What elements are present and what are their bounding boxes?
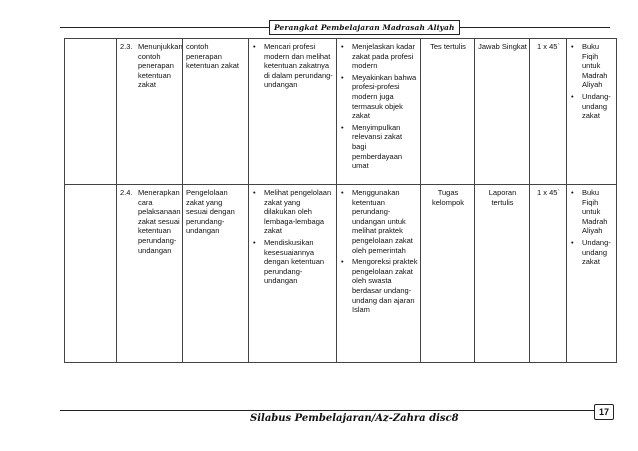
bullet-icon: • (341, 188, 344, 197)
footer-rule (60, 410, 610, 411)
bullet-icon: • (253, 237, 256, 247)
table-row (65, 39, 617, 185)
bullet-icon: • (341, 72, 344, 82)
empty-cell (65, 185, 117, 363)
alokasi-waktu-cell: 1 x 45` (530, 185, 567, 363)
empty-cell (65, 39, 117, 185)
indikator-cell (337, 185, 421, 363)
page-footer-title: Silabus Pembelajaran/Az-Zahra disc8 (250, 413, 459, 424)
kd-text: Menunjukkan contoh penerapan ketentuan zakat (138, 42, 183, 90)
list-item: • Melihat pengelolaan zakat yang dilakukan oleh lembaga-lembaga zakat (253, 188, 332, 236)
jenis-penilaian-cell: Tes tertulis (421, 39, 475, 185)
bullet-icon: • (253, 42, 256, 51)
kd-number: 2.4. (120, 188, 133, 197)
list-item: • Menggunakan ketentuan perundang-undangan untuk melihat praktek pengelolaan zakat oleh pemerintah (341, 188, 413, 255)
bullet-icon: • (341, 257, 344, 267)
list-item: • Undang-undang zakat (571, 237, 611, 267)
list-item: • Menjelaskan kadar zakat pada profesi modern (341, 42, 415, 71)
alokasi-waktu-cell: 1 x 45` (530, 39, 567, 185)
bullet-icon: • (571, 91, 574, 101)
list-item: • Menyimpulkan relevansi zakat bagi pemberdayaan umat (341, 122, 403, 171)
bentuk-instrumen-cell: Laporan tertulis (475, 185, 530, 363)
page-header-title: Perangkat Pembelajaran Madrasah Aliyah (269, 20, 460, 35)
materi-cell: contoh penerapan ketentuan zakat (183, 39, 249, 185)
syllabus-table (64, 38, 617, 363)
materi-cell: Pengelolaan zakat yang sesuai dengan perundang-undangan (183, 185, 249, 363)
kd-text: Menerapkan cara pelaksanaan zakat sesuai ketentuan perundang-undangan (138, 188, 181, 255)
bullet-icon: • (571, 42, 574, 51)
bullet-icon: • (253, 188, 256, 197)
bullet-icon: • (571, 237, 574, 247)
list-item: • Mengoreksi praktek pengelolaan zakat oleh swasta berdasar undang-undang dan ajaran Islam (341, 257, 418, 315)
bentuk-instrumen-cell: Jawab Singkat (475, 39, 530, 185)
list-item: • Mendiskusikan kesesuaiannya dengan ketentuan perundang-undangan (253, 237, 325, 286)
bullet-icon: • (341, 122, 344, 132)
list-item: • Mencari profesi modern dan melihat ketentuan zakatnya di dalam perundang-undangan (253, 42, 333, 90)
list-item: • Buku Fiqih untuk Madrah Aliyah (571, 42, 608, 90)
kompetensi-dasar-cell (117, 185, 183, 363)
kegiatan-cell (249, 39, 337, 185)
list-item: • Buku Fiqih untuk Madrah Aliyah (571, 188, 608, 236)
bullet-icon: • (571, 188, 574, 197)
sumber-belajar-cell (567, 39, 617, 185)
table-row (65, 185, 617, 363)
jenis-penilaian-cell: Tugas kelompok (421, 185, 475, 363)
kegiatan-cell (249, 185, 337, 363)
list-item: • Undang-undang zakat (571, 91, 611, 121)
page-number: 17 (594, 404, 614, 420)
kd-number: 2.3. (120, 42, 133, 51)
bullet-icon: • (341, 42, 344, 51)
kompetensi-dasar-cell (117, 39, 183, 185)
indikator-cell (337, 39, 421, 185)
sumber-belajar-cell (567, 185, 617, 363)
list-item: • Meyakinkan bahwa profesi-profesi modern juga termasuk objek zakat (341, 72, 417, 121)
